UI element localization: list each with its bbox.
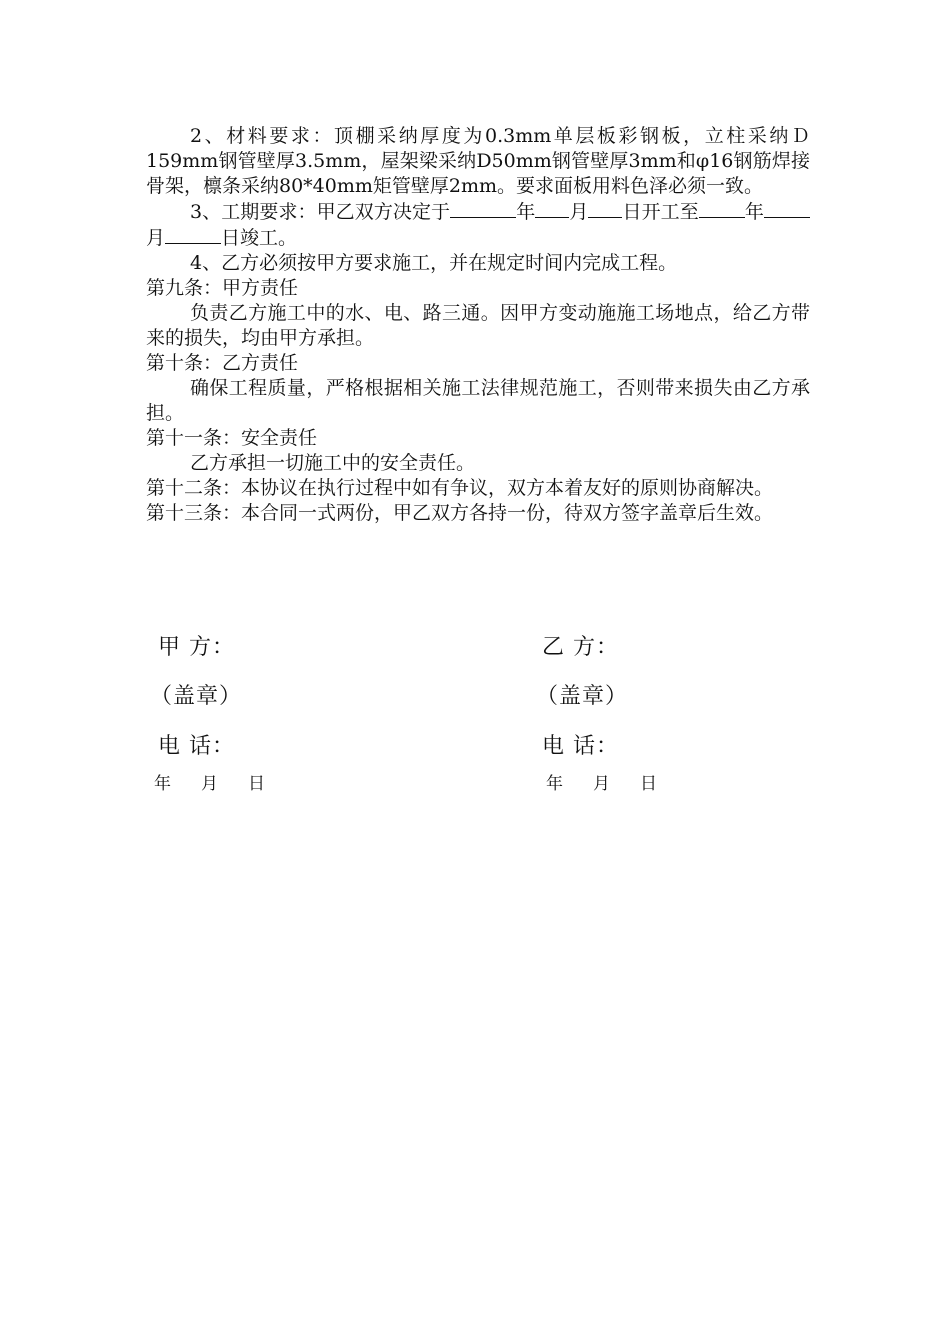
end-year-blank-a xyxy=(699,199,745,218)
party-b-month: 月 xyxy=(593,774,610,794)
party-a-month: 月 xyxy=(201,774,218,794)
schedule-year-label: 年 xyxy=(516,201,536,223)
end-month-blank xyxy=(764,199,810,218)
party-a-date xyxy=(154,773,265,795)
contract-body xyxy=(146,124,810,526)
materials-paragraph: 2、材料要求：顶棚采纳厚度为0.3mm单层板彩钢板，立柱采纳Ｄ159mm钢管壁厚3.5mm，屋架梁采纳D50mm钢管壁厚3mm和φ16钢筋焊接骨架，檩条采纳80*40mm矩管壁厚2mm。要求面板用料色泽必须一致。 xyxy=(146,125,810,197)
schedule-lead: 3、工期要求：甲乙双方决定于 xyxy=(190,201,451,223)
schedule-day-label: 日开工至 xyxy=(622,201,699,223)
article-9-body: 负责乙方施工中的水、电、路三通。因甲方变动施施工场地点，给乙方带来的损失，均由甲方承担。 xyxy=(146,302,810,349)
party-a-phone: 电 话： xyxy=(158,734,235,759)
schedule-end-day-label: 日竣工。 xyxy=(221,227,298,249)
schedule-month-label: 月 xyxy=(569,201,589,223)
party-b-phone: 电 话： xyxy=(542,734,619,759)
party-b-label: 乙 方： xyxy=(542,635,619,660)
party-b-day: 日 xyxy=(640,774,657,794)
end-day-blank xyxy=(165,225,221,244)
party-b-seal: （盖章） xyxy=(536,684,629,709)
party-a-day: 日 xyxy=(248,774,265,794)
article-11-title: 第十一条：安全责任 xyxy=(146,427,318,449)
start-month-blank xyxy=(535,199,569,218)
article-10-title: 第十条：乙方责任 xyxy=(146,352,299,374)
party-b-date xyxy=(546,773,657,795)
requirement-paragraph: 4、乙方必须按甲方要求施工，并在规定时间内完成工程。 xyxy=(190,252,678,274)
article-12: 第十二条：本协议在执行过程中如有争议，双方本着友好的原则协商解决。 xyxy=(146,477,774,499)
start-day-blank xyxy=(588,199,622,218)
schedule-end-month-label: 月 xyxy=(146,227,166,249)
article-9-title: 第九条：甲方责任 xyxy=(146,277,299,299)
party-a-seal: （盖章） xyxy=(150,684,243,709)
article-13: 第十三条：本合同一式两份，甲乙双方各持一份，待双方签字盖章后生效。 xyxy=(146,502,774,524)
schedule-paragraph xyxy=(146,199,810,251)
article-11-body: 乙方承担一切施工中的安全责任。 xyxy=(190,452,476,474)
schedule-end-year-label: 年 xyxy=(744,201,764,223)
party-b-year: 年 xyxy=(546,774,563,794)
article-10-body: 确保工程质量，严格根据相关施工法律规范施工，否则带来损失由乙方承担。 xyxy=(146,377,810,424)
party-a-year: 年 xyxy=(154,774,171,794)
start-year-blank xyxy=(450,199,516,218)
party-a-label: 甲 方： xyxy=(158,635,235,660)
